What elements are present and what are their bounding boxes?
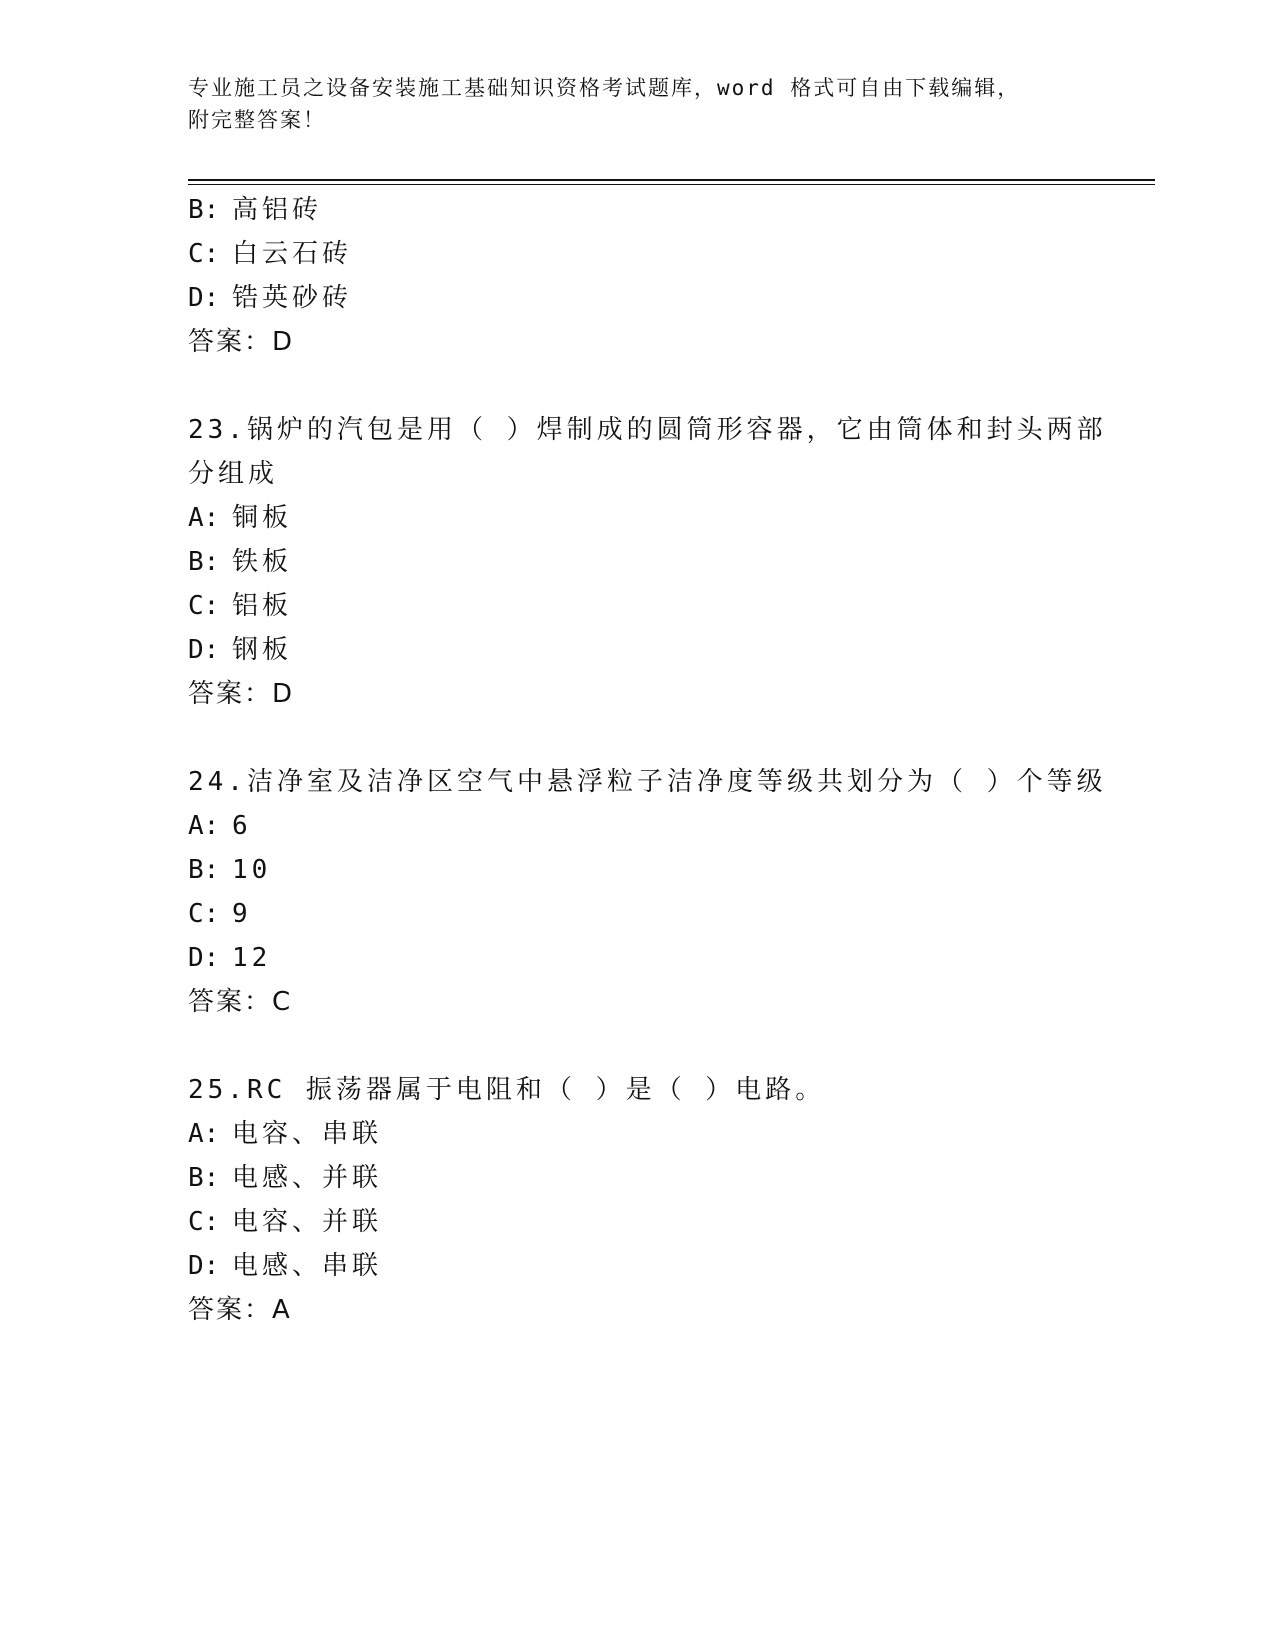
answer-q23: 答案：D <box>188 679 295 709</box>
option-key: C: <box>188 239 220 269</box>
option-text: 电容、并联 <box>232 1207 383 1237</box>
option-key: B: <box>188 1163 220 1193</box>
option-c <box>188 1202 382 1242</box>
option-b <box>188 190 322 230</box>
option-text: 白云石砖 <box>232 239 353 269</box>
option-key: D: <box>188 635 220 665</box>
option-d <box>188 630 292 670</box>
answer-q25: 答案：A <box>188 1295 292 1325</box>
header-line-2: 附完整答案！ <box>188 108 326 132</box>
question-23-stem-line-1: 23.锅炉的汽包是用（ ）焊制成的圆筒形容器，它由筒体和封头两部 <box>188 415 1107 445</box>
option-b <box>188 1158 382 1198</box>
document-header <box>188 72 1068 136</box>
option-b <box>188 542 292 582</box>
option-text: 铁板 <box>232 547 293 577</box>
option-key: D: <box>188 943 220 973</box>
option-d <box>188 938 271 978</box>
header-line-1: 专业施工员之设备安装施工基础知识资格考试题库，word 格式可自由下载编辑， <box>188 76 1021 100</box>
option-text: 9 <box>232 899 252 929</box>
option-text: 电感、串联 <box>232 1251 383 1281</box>
answer-q24: 答案：C <box>188 987 293 1017</box>
option-key: A: <box>188 1119 220 1149</box>
option-c <box>188 234 352 274</box>
option-text: 6 <box>232 811 252 841</box>
header-rule-thin <box>188 184 1155 185</box>
option-text: 钢板 <box>232 635 293 665</box>
option-text: 铜板 <box>232 503 293 533</box>
question-24-stem: 24.洁净室及洁净区空气中悬浮粒子洁净度等级共划分为（ ）个等级 <box>188 767 1107 797</box>
option-key: C: <box>188 1207 220 1237</box>
option-d <box>188 278 352 318</box>
option-c <box>188 894 252 934</box>
question-23-stem-line-2: 分组成 <box>188 459 279 489</box>
option-key: A: <box>188 811 220 841</box>
option-text: 锆英砂砖 <box>232 283 353 313</box>
option-b <box>188 850 271 890</box>
question-25-stem: 25.RC 振荡器属于电阻和（ ）是（ ）电路。 <box>188 1075 826 1105</box>
option-text: 电容、串联 <box>232 1119 383 1149</box>
option-key: D: <box>188 1251 220 1281</box>
option-text: 电感、并联 <box>232 1163 383 1193</box>
option-a <box>188 498 292 538</box>
answer-q22: 答案：D <box>188 327 295 357</box>
option-text: 12 <box>232 943 272 973</box>
option-key: B: <box>188 855 220 885</box>
option-key: B: <box>188 195 220 225</box>
header-rule-thick <box>188 179 1155 181</box>
option-d <box>188 1246 382 1286</box>
option-text: 高铝砖 <box>232 195 323 225</box>
option-a <box>188 1114 382 1154</box>
option-text: 10 <box>232 855 272 885</box>
option-key: D: <box>188 283 220 313</box>
option-c <box>188 586 292 626</box>
option-a <box>188 806 252 846</box>
option-text: 铝板 <box>232 591 293 621</box>
option-key: B: <box>188 547 220 577</box>
option-key: C: <box>188 899 220 929</box>
option-key: A: <box>188 503 220 533</box>
option-key: C: <box>188 591 220 621</box>
